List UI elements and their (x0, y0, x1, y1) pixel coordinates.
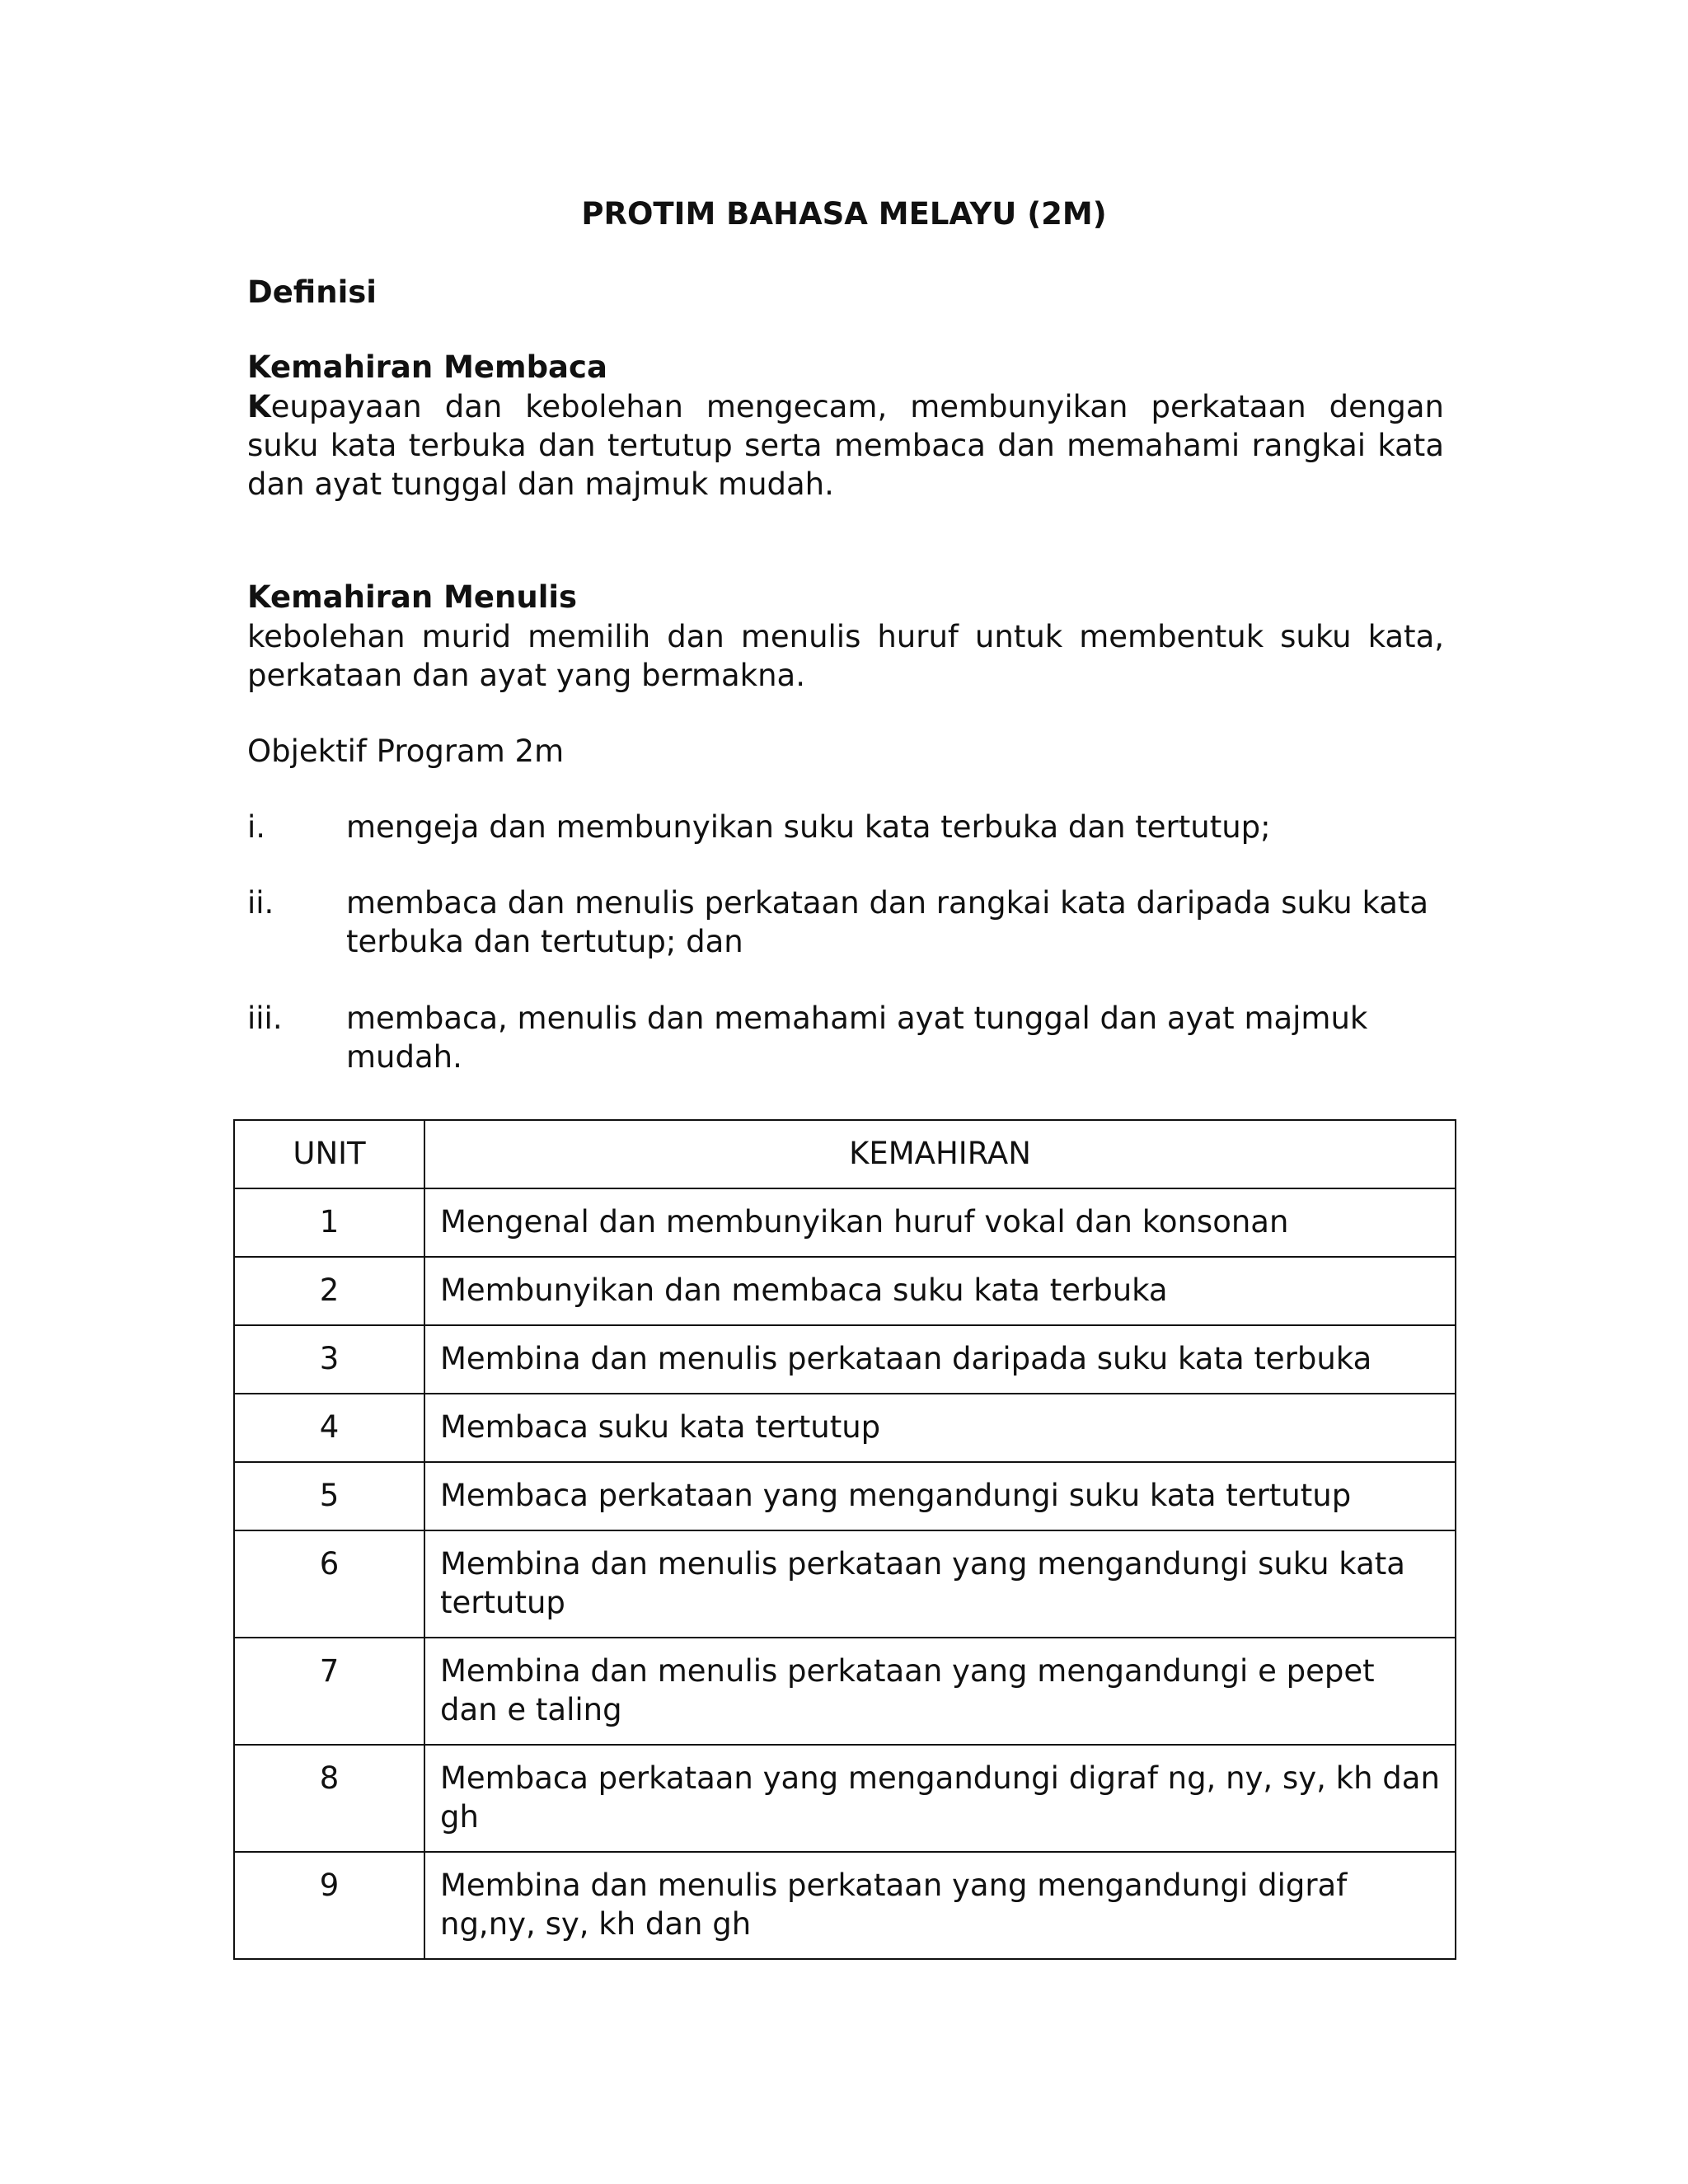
objective-number: iii. (247, 1001, 283, 1036)
menulis-definition: kebolehan murid memilih dan menulis huruf untuk membentuk suku kata, perkataan dan ayat yang bermakna. (247, 619, 1444, 693)
table-row (234, 1530, 1456, 1638)
objektif-heading: Objektif Program 2m (247, 733, 565, 769)
unit-cell: 2 (234, 1257, 424, 1325)
skill-cell: Membaca suku kata tertutup (424, 1394, 1456, 1462)
unit-cell: 9 (234, 1852, 424, 1959)
skill-cell: Mengenal dan membunyikan huruf vokal dan konsonan (424, 1188, 1456, 1257)
membaca-definition (247, 387, 1444, 504)
objective-number: ii. (247, 885, 274, 921)
skill-cell: Membina dan menulis perkataan daripada suku kata terbuka (424, 1325, 1456, 1394)
skill-cell: Membaca perkataan yang mengandungi digraf ng, ny, sy, kh dan gh (424, 1745, 1456, 1852)
menulis-heading: Kemahiran Menulis (247, 579, 578, 615)
page-title: PROTIM BAHASA MELAYU (2M) (581, 196, 1107, 232)
membaca-definition-text: eupayaan dan kebolehan mengecam, membunyikan perkataan dengan suku kata terbuka dan tertutup serta membaca dan memahami rangkai kata dan ayat tunggal dan majmuk mudah. (247, 389, 1444, 502)
units-table (233, 1119, 1456, 1960)
unit-cell: 4 (234, 1394, 424, 1462)
skill-cell: Membina dan menulis perkataan yang mengandungi suku kata tertutup (424, 1530, 1456, 1638)
membaca-first-letter: K (247, 389, 271, 424)
unit-cell: 8 (234, 1745, 424, 1852)
unit-cell: 7 (234, 1638, 424, 1745)
table-row (234, 1325, 1456, 1394)
skill-cell: Membaca perkataan yang mengandungi suku kata tertutup (424, 1462, 1456, 1530)
table-row (234, 1394, 1456, 1462)
unit-cell: 1 (234, 1188, 424, 1257)
header-kemahiran: KEMAHIRAN (424, 1120, 1456, 1188)
unit-cell: 5 (234, 1462, 424, 1530)
unit-cell: 3 (234, 1325, 424, 1394)
objective-text: mengeja dan membunyikan suku kata terbuka dan tertutup; (346, 809, 1271, 845)
objective-text: membaca, menulis dan memahami ayat tunggal dan ayat majmuk mudah. (346, 1001, 1368, 1075)
unit-cell: 6 (234, 1530, 424, 1638)
table-row (234, 1257, 1456, 1325)
membaca-heading: Kemahiran Membaca (247, 349, 607, 385)
header-unit: UNIT (234, 1120, 424, 1188)
definisi-heading: Definisi (247, 274, 377, 310)
table-row (234, 1745, 1456, 1852)
table-row (234, 1188, 1456, 1257)
table-row (234, 1638, 1456, 1745)
table-row (234, 1852, 1456, 1959)
objective-number: i. (247, 809, 266, 845)
skill-cell: Membina dan menulis perkataan yang mengandungi e pepet dan e taling (424, 1638, 1456, 1745)
objective-text: membaca dan menulis perkataan dan rangkai kata daripada suku kata terbuka dan tertutup; dan (346, 885, 1429, 959)
skill-cell: Membina dan menulis perkataan yang mengandungi digraf ng,ny, sy, kh dan gh (424, 1852, 1456, 1959)
skill-cell: Membunyikan dan membaca suku kata terbuka (424, 1257, 1456, 1325)
table-row (234, 1462, 1456, 1530)
table-header-row (234, 1120, 1456, 1188)
